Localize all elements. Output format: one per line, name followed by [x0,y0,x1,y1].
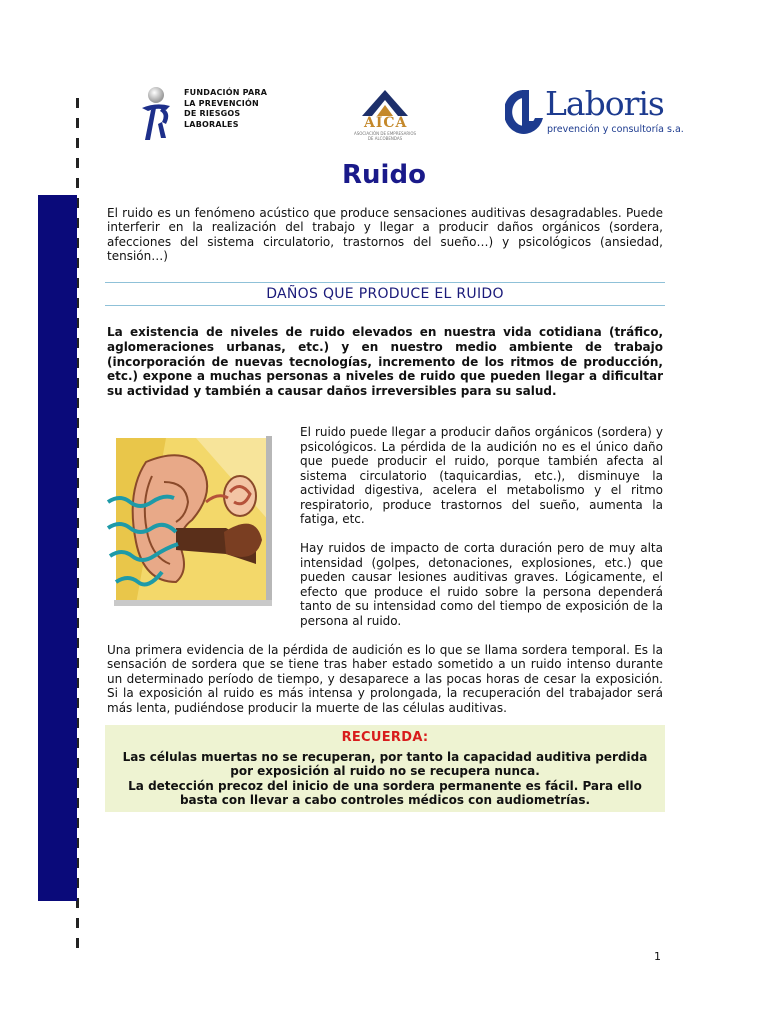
column-paragraph-1: El ruido puede llegar a producir daños orgánicos (sordera) y psicológicos. La pérdida de la audición no es el único daño que puede producir el ruido, porque también afecta al sistema circulatorio (taquicardias, etc.), disminuye la actividad digestiva, acelera el metabolismo y el ritmo respiratorio, produce trastornos del sueño, aumenta la fatiga, etc. [300,425,663,526]
remember-title: RECUERDA: [341,730,429,745]
remember-box [105,725,665,812]
aica-logo-word: AICA [364,115,408,131]
remember-line-2: La detección precoz del inicio de una sordera permanente es fácil. Para ello basta con llevar a cabo controles médicos con audiometrías. [128,778,642,808]
intro-paragraph: El ruido es un fenómeno acústico que produce sensaciones auditivas desagradables. Puede interferir en la realización del trabajo y llegar a producir daños orgánicos (sordera, afecciones del sistema circulatorio, trastornos del sueño…) y psicológicos (ansiedad, tensión…) [107,206,663,264]
remember-line-1: Las células muertas no se recuperan, por tanto la capacidad auditiva perdida por exposición al ruido no se recupera nunca. [122,750,648,779]
laboris-logo-subtitle: prevención y consultoría s.a. [547,124,684,135]
fpr-figure-icon [136,86,182,146]
fpr-logo-text: FUNDACIÓN PARA LA PREVENCIÓN DE RIESGOS LABORALES [184,88,268,129]
remember-text [113,750,657,808]
laboris-logo [505,84,684,140]
aica-logo [350,88,420,144]
column-paragraph-2: Hay ruidos de impacto de corta duración pero de muy alta intensidad (golpes, detonaciones, explosiones, etc.) que pueden causar lesiones auditivas graves. Lógicamente, el efecto que produce el ruido sobre la persona dependerá tanto de su intensidad como del tiempo de exposición de la persona al ruido. [300,541,663,628]
laboris-logo-word: Laboris [545,84,664,123]
ear-illustration [106,432,272,606]
laboris-mark-icon [505,88,545,138]
navy-side-bar [38,195,77,901]
section-heading: DAÑOS QUE PRODUCE EL RUIDO [105,282,665,306]
page-title: Ruido [342,160,426,190]
bold-paragraph: La existencia de niveles de ruido elevados en nuestra vida cotidiana (tráfico, aglomeraciones urbanas, etc.) y en nuestro medio ambiente de trabajo (incorporación de nuevas tecnologías, incremento de los ritmos de producción, etc.) expone a muchas personas a niveles de ruido que pueden llegar a dificultar su actividad y también a causar daños irreversibles para su salud. [107,325,663,399]
aica-triangle-icon [350,88,420,118]
page-number: 1 [654,950,661,963]
aica-logo-subtitle: ASOCIACIÓN DE EMPRESARIOS DE ALCOBENDAS [353,131,417,141]
temporary-deafness-paragraph: Una primera evidencia de la pérdida de audición es lo que se llama sordera temporal. Es la sensación de sordera que se tiene tras haber estado sometido a un ruido intenso durante un determinado período de tiempo, y desaparece a las pocas horas de cesar la exposición. Si la exposición al ruido es más intensa y prolongada, la recuperación del trabajador será más lenta, pudiéndose producir la muerte de las células auditivas. [107,643,663,715]
fpr-logo [136,86,276,146]
ear-icon [106,432,272,606]
